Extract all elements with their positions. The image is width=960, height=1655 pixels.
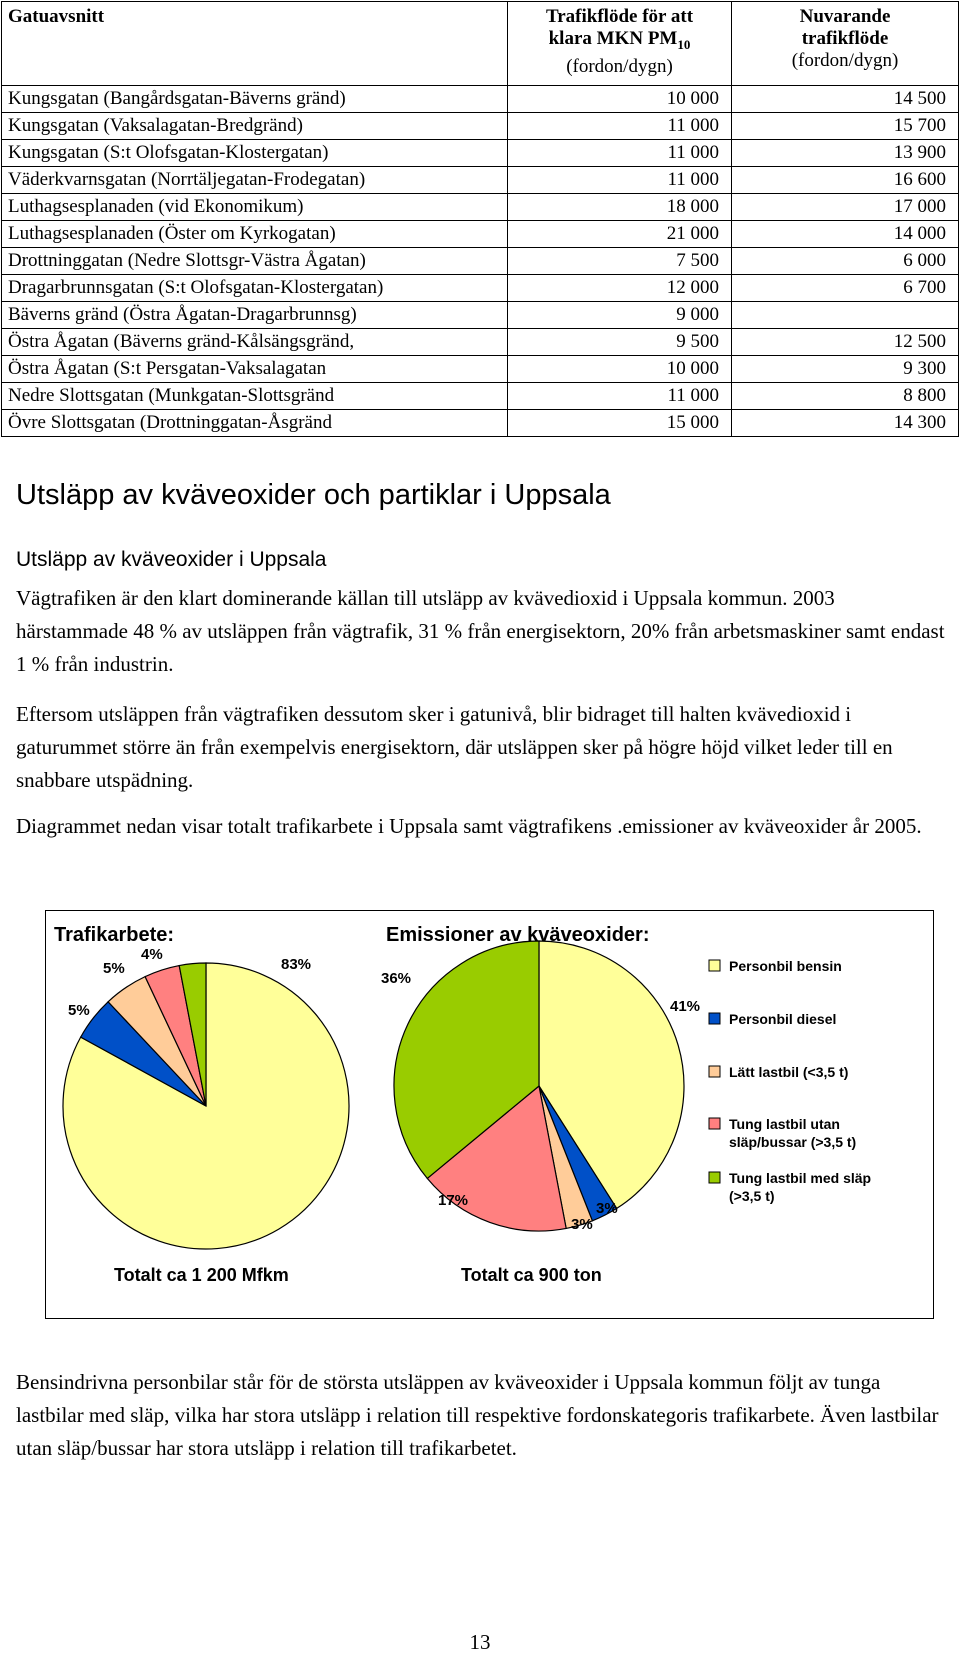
pie-charts-figure [45, 910, 934, 1319]
paragraph-street-level: Eftersom utsläppen från vägtrafiken dessutom sker i gatunivå, blir bidraget till halten kvävedioxid i gaturummet större än från exempelvis energisektorn, där utsläppen sker på högre höjd vilket leder till en snabbare utspädning. [16, 702, 893, 792]
table-row [2, 113, 959, 140]
legend-label-line2: släp/bussar (>3,5 t) [729, 1134, 857, 1150]
current-flow-cell: 14 000 [732, 221, 959, 248]
current-flow-cell: 16 600 [732, 167, 959, 194]
current-flow-cell: 8 800 [732, 383, 959, 410]
header-current-unit: (fordon/dygn) [791, 50, 899, 71]
target-flow-cell: 11 000 [508, 140, 732, 167]
current-flow-cell [732, 302, 959, 329]
target-flow-cell: 11 000 [508, 383, 732, 410]
table-row [2, 410, 959, 437]
table-row [2, 194, 959, 221]
pie-slice-label: 5% [68, 1002, 90, 1019]
table-row [2, 275, 959, 302]
legend-swatch [709, 1013, 720, 1024]
street-cell: Östra Ågatan (Bäverns gränd-Kålsängsgränd, [2, 329, 508, 356]
current-flow-cell: 6 000 [732, 248, 959, 275]
current-flow-cell: 6 700 [732, 275, 959, 302]
legend-swatch [709, 1172, 720, 1183]
header-target-flow [508, 2, 732, 86]
target-flow-cell: 9 000 [508, 302, 732, 329]
table-row [2, 383, 959, 410]
header-current-line1: Nuvarande [799, 6, 891, 27]
traffic-flow-table [1, 1, 959, 437]
header-street: Gatuavsnitt [2, 2, 508, 86]
header-target-line2: klara MKN PM [548, 28, 678, 49]
page-number: 13 [469, 1630, 491, 1654]
pie-charts-svg [46, 911, 933, 1318]
table-row [2, 86, 959, 113]
target-flow-cell: 12 000 [508, 275, 732, 302]
street-cell: Övre Slottsgatan (Drottninggatan-Åsgränd [2, 410, 508, 437]
legend-label-line2: (>3,5 t) [729, 1188, 775, 1204]
chart-title-emissions: Emissioner av kväveoxider: [386, 924, 650, 946]
target-flow-cell: 7 500 [508, 248, 732, 275]
legend-label: Personbil bensin [729, 958, 842, 974]
paragraph-conclusion: Bensindrivna personbilar står för de största utsläppen av kväveoxider i Uppsala kommun följt av tunga lastbilar med släp, vilka har stora utsläpp i relation till respektive fordonskategoris trafikarbete. Även lastbilar utan släp/bussar har stora utsläpp i relation till trafikarbetet. [16, 1370, 939, 1460]
legend-swatch [709, 1066, 720, 1077]
header-current-line2: trafikflöde [801, 28, 889, 49]
header-target-subscript: 10 [677, 36, 691, 52]
pie-slice-label: 83% [281, 956, 312, 973]
street-cell: Luthagsesplanaden (vid Ekonomikum) [2, 194, 508, 221]
chart-title-traffic: Trafikarbete: [54, 924, 175, 946]
paragraph-road-traffic: Vägtrafiken är den klart dominerande källan till utsläpp av kvävedioxid i Uppsala kommun. 2003 härstammade 48 % av utsläppen från vägtrafik, 31 % från energisektorn, 20% från arbetsmaskiner samt endast 1 % från industrin. [16, 586, 945, 676]
paragraph-diagram-intro: Diagrammet nedan visar totalt trafikarbete i Uppsala samt vägtrafikens .emissioner av kväveoxider år 2005. [16, 814, 922, 838]
street-cell: Kungsgatan (Bangårdsgatan-Bäverns gränd) [2, 86, 508, 113]
current-flow-cell: 15 700 [732, 113, 959, 140]
table-row [2, 140, 959, 167]
street-cell: Östra Ågatan (S:t Persgatan-Vaksalagatan [2, 356, 508, 383]
table-header-row [2, 2, 959, 86]
current-flow-cell: 14 300 [732, 410, 959, 437]
current-flow-cell: 13 900 [732, 140, 959, 167]
street-cell: Nedre Slottsgatan (Munkgatan-Slottsgränd [2, 383, 508, 410]
target-flow-cell: 9 500 [508, 329, 732, 356]
current-flow-cell: 9 300 [732, 356, 959, 383]
legend-label: Tung lastbil med släp [729, 1170, 872, 1186]
street-cell: Luthagsesplanaden (Öster om Kyrkogatan) [2, 221, 508, 248]
table-row [2, 248, 959, 275]
target-flow-cell: 10 000 [508, 86, 732, 113]
target-flow-cell: 21 000 [508, 221, 732, 248]
legend-label: Lätt lastbil (<3,5 t) [729, 1064, 849, 1080]
pie-chart-emissions [394, 941, 684, 1231]
street-cell: Drottninggatan (Nedre Slottsgr-Västra Ågatan) [2, 248, 508, 275]
target-flow-cell: 11 000 [508, 113, 732, 140]
pie-slice-label: 41% [670, 998, 701, 1015]
pie-slice-label: 5% [103, 960, 125, 977]
header-target-unit: (fordon/dygn) [566, 55, 673, 77]
table-body [2, 86, 959, 437]
legend-swatch [709, 1118, 720, 1129]
section-heading: Utsläpp av kväveoxider och partiklar i Uppsala [16, 479, 611, 511]
pie-slice-label: 3% [596, 1200, 618, 1217]
target-flow-cell: 15 000 [508, 410, 732, 437]
pie-slice-label: 3% [571, 1216, 593, 1233]
current-flow-cell: 14 500 [732, 86, 959, 113]
table-row [2, 167, 959, 194]
sub-heading: Utsläpp av kväveoxider i Uppsala [16, 548, 327, 571]
header-current-flow [732, 2, 959, 86]
street-cell: Bäverns gränd (Östra Ågatan-Dragarbrunnsg) [2, 302, 508, 329]
pie-slice-label: 4% [141, 946, 163, 963]
total-emissions-label: Totalt ca 900 ton [461, 1265, 602, 1285]
current-flow-cell: 17 000 [732, 194, 959, 221]
street-cell: Dragarbrunnsgatan (S:t Olofsgatan-Klostergatan) [2, 275, 508, 302]
total-traffic-label: Totalt ca 1 200 Mfkm [114, 1265, 289, 1285]
pie-slice-label: 36% [381, 970, 412, 987]
header-target-line1: Trafikflöde för att [545, 6, 694, 27]
table-row [2, 302, 959, 329]
legend-label: Personbil diesel [729, 1011, 837, 1027]
target-flow-cell: 11 000 [508, 167, 732, 194]
target-flow-cell: 10 000 [508, 356, 732, 383]
current-flow-cell: 12 500 [732, 329, 959, 356]
street-cell: Väderkvarnsgatan (Norrtäljegatan-Frodegatan) [2, 167, 508, 194]
street-cell: Kungsgatan (S:t Olofsgatan-Klostergatan) [2, 140, 508, 167]
table-row [2, 221, 959, 248]
legend-label: Tung lastbil utan [729, 1116, 840, 1132]
street-cell: Kungsgatan (Vaksalagatan-Bredgränd) [2, 113, 508, 140]
table-row [2, 356, 959, 383]
pie-slice-label: 17% [438, 1192, 469, 1209]
legend-swatch [709, 960, 720, 971]
table-row [2, 329, 959, 356]
pie-chart-traffic [63, 963, 349, 1249]
target-flow-cell: 18 000 [508, 194, 732, 221]
